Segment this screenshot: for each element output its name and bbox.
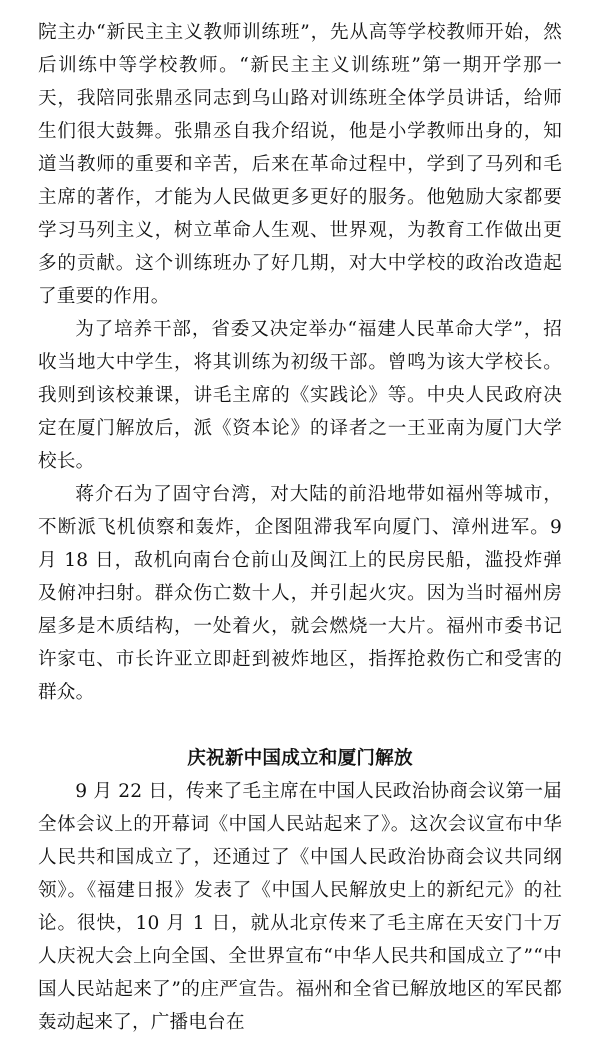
paragraph-1: 院主办“新民主主义教师训练班”，先从高等学校教师开始，然后训练中等学校教师。“新民主主义训练班”第一期开学那一天，我陪同张鼎丞同志到乌山路对训练班全体学员讲话，给师生们很大鼓舞。张鼎丞自我介绍说，他是小学教师出身的，知道当教师的重要和辛苦，后来在革命过程中，学到了马列和毛主席的著作，才能为人民做更多更好的服务。他勉励大家都要学习马列主义，树立革命人生观、世界观，为教育工作做出更多的贡献。这个训练班办了好几期，对大中学校的政治改造起了重要的作用。 [38, 22, 562, 307]
paragraph-2: 为了培养干部，省委又决定举办“福建人民革命大学”，招收当地大中学生，将其训练为初级干部。曾鸣为该大学校长。我则到该校兼课，讲毛主席的《实践论》等。中央人民政府决定在厦门解放后，派《资本论》的译者之一王亚南为厦门大学校长。 [38, 319, 562, 472]
paragraph-4: 9 月 22 日，传来了毛主席在中国人民政治协商会议第一届全体会议上的开幕词《中国人民站起来了》。这次会议宣布中华人民共和国成立了，还通过了《中国人民政治协商会议共同纲领》。《福建日报》发表了《中国人民解放史上的新纪元》的社论。很快，10 月 1 日，就从北京传来了毛主席在天安门十万人庆祝大会上向全国、全世界宣布“中华人民共和国成立了”“中国人民站起来了”的庄严宣告。福州和全省已解放地区的军民都轰动起来了，广播电台在 [38, 781, 562, 1033]
section-title: 庆祝新中国成立和厦门解放 [187, 748, 413, 769]
paragraph-3: 蒋介石为了固守台湾，对大陆的前沿地带如福州等城市，不断派飞机侦察和轰炸，企图阻滞我军向厦门、漳州进军。9 月 18 日，敌机向南台仓前山及闽江上的民房民船，滥投炸弹及俯冲扫射。群众伤亡数十人，并引起火灾。因为当时福州房屋多是木质结构，一处着火，就会燃烧一大片。福州市委书记许家屯、市长许亚立即赶到被炸地区，指挥抢救伤亡和受害的群众。 [38, 484, 562, 703]
